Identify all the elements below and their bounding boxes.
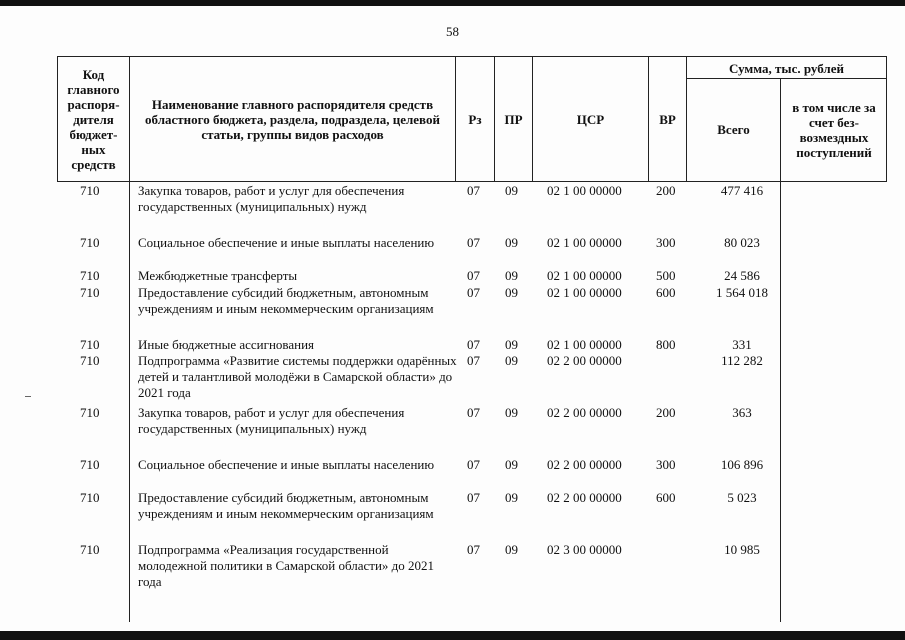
cell-csr: 02 1 00 00000	[547, 183, 622, 198]
header-vsego: Всего	[717, 122, 750, 137]
cell-name: Подпрограмма «Реализация государственной молодежной политики в Самарской области» до 2021 года	[138, 542, 435, 589]
cell-vsego: 477 416	[720, 183, 764, 198]
cell-pr: 09	[505, 235, 518, 250]
cell-pr: 09	[505, 457, 518, 472]
cell-pr: 09	[505, 490, 518, 505]
cell-csr: 02 1 00 00000	[547, 285, 622, 300]
cell-vsego: 331	[732, 337, 752, 352]
page-number: 58	[446, 24, 459, 39]
header-vtch: в том числе за счет без-возмездных поступлений	[792, 99, 876, 160]
cell-name: Закупка товаров, работ и услуг для обеспечения государственных (муниципальных) нужд	[138, 405, 405, 436]
cell-kod: 710	[80, 353, 100, 368]
cell-rz: 07	[467, 542, 480, 557]
cell-pr: 09	[505, 405, 518, 420]
top-border	[0, 0, 905, 6]
cell-rz: 07	[467, 337, 480, 352]
cell-vr: 600	[656, 285, 676, 300]
cell-pr: 09	[505, 353, 518, 368]
cell-kod: 710	[80, 542, 100, 557]
cell-name: Иные бюджетные ассигнования	[138, 337, 315, 352]
cell-csr: 02 2 00 00000	[547, 353, 622, 368]
cell-pr: 09	[505, 268, 518, 283]
cell-csr: 02 2 00 00000	[547, 457, 622, 472]
cell-vr: 800	[656, 337, 676, 352]
cell-kod: 710	[80, 183, 100, 198]
cell-vsego: 80 023	[724, 235, 760, 250]
cell-kod: 710	[80, 457, 100, 472]
cell-name: Социальное обеспечение и иные выплаты населению	[138, 457, 435, 472]
cell-rz: 07	[467, 353, 480, 368]
cell-vr: 500	[656, 268, 676, 283]
cell-csr: 02 1 00 00000	[547, 268, 622, 283]
header-csr: ЦСР	[576, 111, 605, 127]
cell-vr: 300	[656, 235, 676, 250]
cell-pr: 09	[505, 542, 518, 557]
cell-pr: 09	[505, 285, 518, 300]
cell-name: Закупка товаров, работ и услуг для обеспечения государственных (муниципальных) нужд	[138, 183, 405, 214]
cell-vr: 600	[656, 490, 676, 505]
cell-pr: 09	[505, 337, 518, 352]
cell-rz: 07	[467, 268, 480, 283]
cell-csr: 02 2 00 00000	[547, 490, 622, 505]
cell-kod: 710	[80, 490, 100, 505]
cell-rz: 07	[467, 490, 480, 505]
cell-vr: 300	[656, 457, 676, 472]
header-name: Наименование главного распорядителя средств областного бюджета, раздела, подраздела, целевой статьи, группы видов расходов	[145, 96, 440, 142]
cell-rz: 07	[467, 183, 480, 198]
cell-kod: 710	[80, 285, 100, 300]
header-vr: ВР	[659, 111, 676, 127]
margin-mark	[25, 396, 31, 397]
cell-kod: 710	[80, 337, 100, 352]
cell-name: Подпрограмма «Развитие системы поддержки одарённых детей и талантливой молодёжи в Самарской области» до 2021 года	[138, 353, 457, 400]
cell-vsego: 363	[732, 405, 752, 420]
cell-vsego: 10 985	[724, 542, 760, 557]
cell-name: Предоставление субсидий бюджетным, автономным учреждениям и иным некоммерческим организациям	[138, 285, 434, 316]
cell-name: Социальное обеспечение и иные выплаты населению	[138, 235, 435, 250]
cell-name: Предоставление субсидий бюджетным, автономным учреждениям и иным некоммерческим организациям	[138, 490, 434, 521]
cell-kod: 710	[80, 405, 100, 420]
cell-vsego: 112 282	[721, 353, 763, 368]
cell-vsego: 24 586	[724, 268, 760, 283]
cell-pr: 09	[505, 183, 518, 198]
header-rz: Рз	[468, 111, 482, 127]
cell-rz: 07	[467, 235, 480, 250]
header-kod: Код главного распоря-дителя бюджет-ных средств	[67, 66, 120, 172]
cell-csr: 02 1 00 00000	[547, 337, 622, 352]
cell-csr: 02 3 00 00000	[547, 542, 622, 557]
cell-csr: 02 1 00 00000	[547, 235, 622, 250]
header-summa: Сумма, тыс. рублей	[729, 60, 844, 76]
cell-kod: 710	[80, 235, 100, 250]
header-pr: ПР	[504, 111, 523, 127]
cell-rz: 07	[467, 405, 480, 420]
cell-vr: 200	[656, 183, 676, 198]
cell-kod: 710	[80, 268, 100, 283]
cell-vsego: 5 023	[727, 490, 757, 505]
cell-name: Межбюджетные трансферты	[138, 268, 298, 283]
cell-vsego: 106 896	[720, 457, 764, 472]
cell-vsego: 1 564 018	[716, 285, 768, 300]
cell-rz: 07	[467, 285, 480, 300]
cell-vr: 200	[656, 405, 676, 420]
cell-csr: 02 2 00 00000	[547, 405, 622, 420]
bottom-border	[0, 631, 905, 640]
cell-rz: 07	[467, 457, 480, 472]
